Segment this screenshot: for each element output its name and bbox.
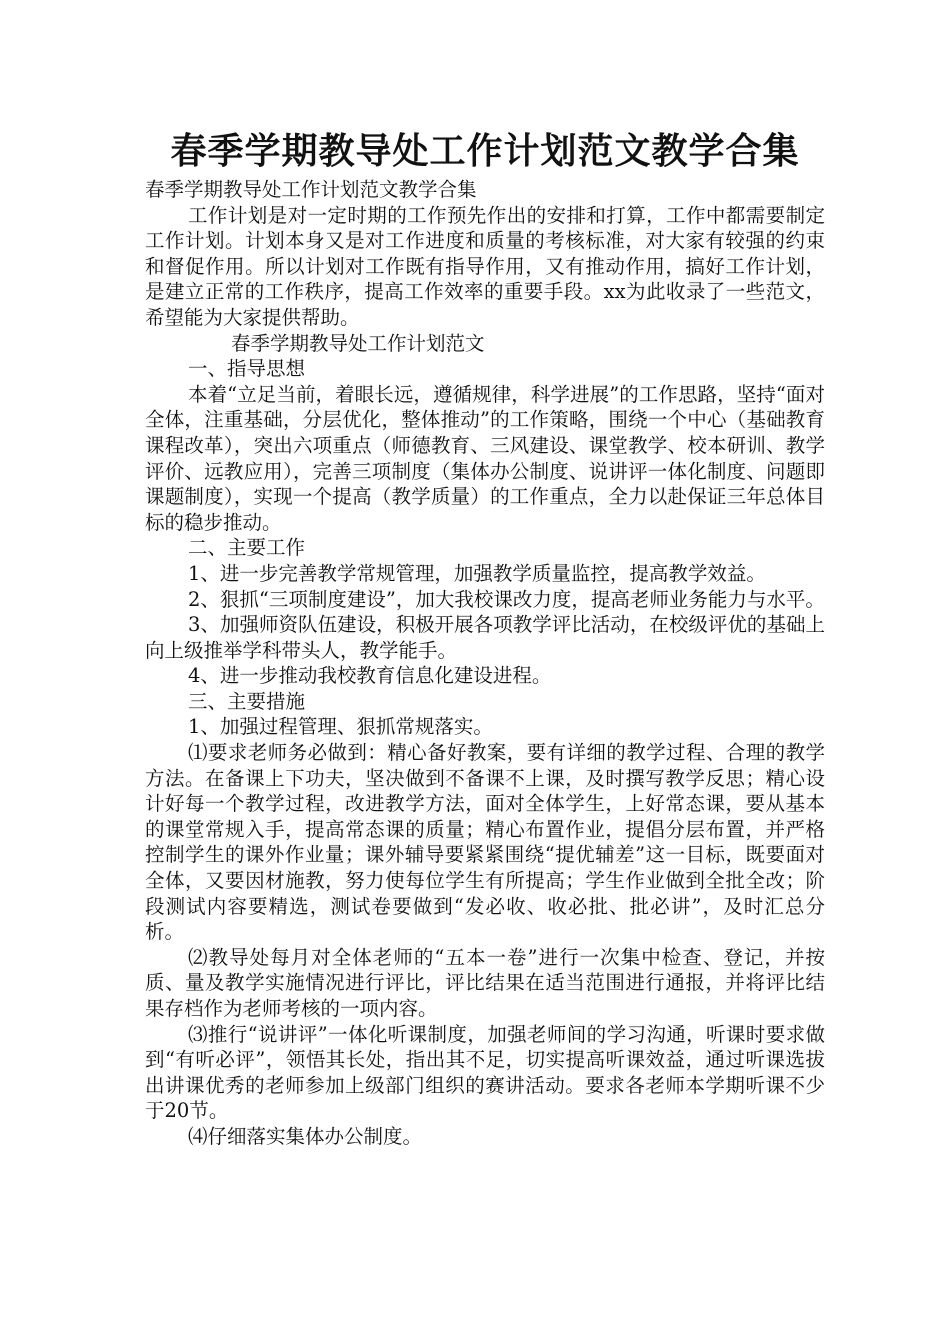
paragraph: 工作计划是对一定时期的工作预先作出的安排和打算，工作中都需要制定工作计划。计划本身又是对工作进度和质量的考核标准，对大家有较强的约束和督促作用。所以计划对工作既有指导作用，又有推动作用，搞好工作计划，是建立正常的工作秩序，提高工作效率的重要手段。xx为此收录了一些范文，希望能为大家提供帮助。: [145, 203, 825, 329]
paragraph: 3、加强师资队伍建设，积极开展各项教学评比活动，在校级评优的基础上向上级推举学科带头人，教学能手。: [145, 613, 825, 662]
paragraph: 4、进一步推动我校教育信息化建设进程。: [188, 664, 552, 688]
paragraph: 本着“立足当前，着眼长远，遵循规律，科学进展”的工作思路，坚持“面对全体，注重基础，分层优化，整体推动”的工作策略，围绕一个中心（基础教育课程改革），突出六项重点（师德教育、三风建设、课堂教学、校本研训、教学评价、远教应用），完善三项制度（集体办公制度、说讲评一体化制度、问题即课题制度），实现一个提高（教学质量）的工作重点，全力以赴保证三年总体目标的稳步推动。: [145, 382, 825, 534]
paragraph: ⑵教导处每月对全体老师的“五本一卷”进行一次集中检查、登记，并按质、量及教学实施情况进行评比，评比结果在适当范围进行通报，并将评比结果存档作为老师考核的一项内容。: [145, 945, 825, 1020]
paragraph: 春季学期教导处工作计划范文教学合集: [145, 178, 477, 201]
paragraph: ⑷仔细落实集体办公制度。: [188, 1124, 423, 1148]
paragraph: 一、指导思想: [188, 357, 306, 381]
paragraph: 三、主要措施: [188, 689, 306, 713]
document-body: [145, 177, 825, 1150]
document-title: 春季学期教导处工作计划范文教学合集: [170, 130, 800, 172]
document-page: [145, 128, 825, 1150]
paragraph: 1、进一步完善教学常规管理，加强教学质量监控，提高教学效益。: [188, 561, 766, 585]
paragraph: ⑶推行“说讲评”一体化听课制度，加强老师间的学习沟通，听课时要求做到“有听必评”，领悟其长处，指出其不足，切实提高听课效益，通过听课选拔出讲课优秀的老师参加上级部门组织的赛讲活动。要求各老师本学期听课不少于20节。: [145, 1022, 825, 1123]
section-heading: 春季学期教导处工作计划范文: [231, 331, 485, 355]
paragraph: 二、主要工作: [188, 536, 306, 560]
paragraph: ⑴要求老师务必做到：精心备好教案，要有详细的教学过程、合理的教学方法。在备课上下功夫，坚决做到不备课不上课，及时撰写教学反思；精心设计好每一个教学过程，改进教学方法，面对全体学生，上好常态课，要从基本的课堂常规入手，提高常态课的质量；精心布置作业，提倡分层布置，并严格控制学生的课外作业量；课外辅导要紧紧围绕“提优辅差”这一目标，既要面对全体，又要因材施教，努力使每位学生有所提高；学生作业做到全批全改；阶段测试内容要精选，测试卷要做到“发必收、收必批、批必讲”，及时汇总分析。: [145, 741, 825, 944]
paragraph: 2、狠抓“三项制度建设”，加大我校课改力度，提高老师业务能力与水平。: [188, 587, 825, 611]
paragraph: 1、加强过程管理、狠抓常规落实。: [188, 715, 493, 739]
